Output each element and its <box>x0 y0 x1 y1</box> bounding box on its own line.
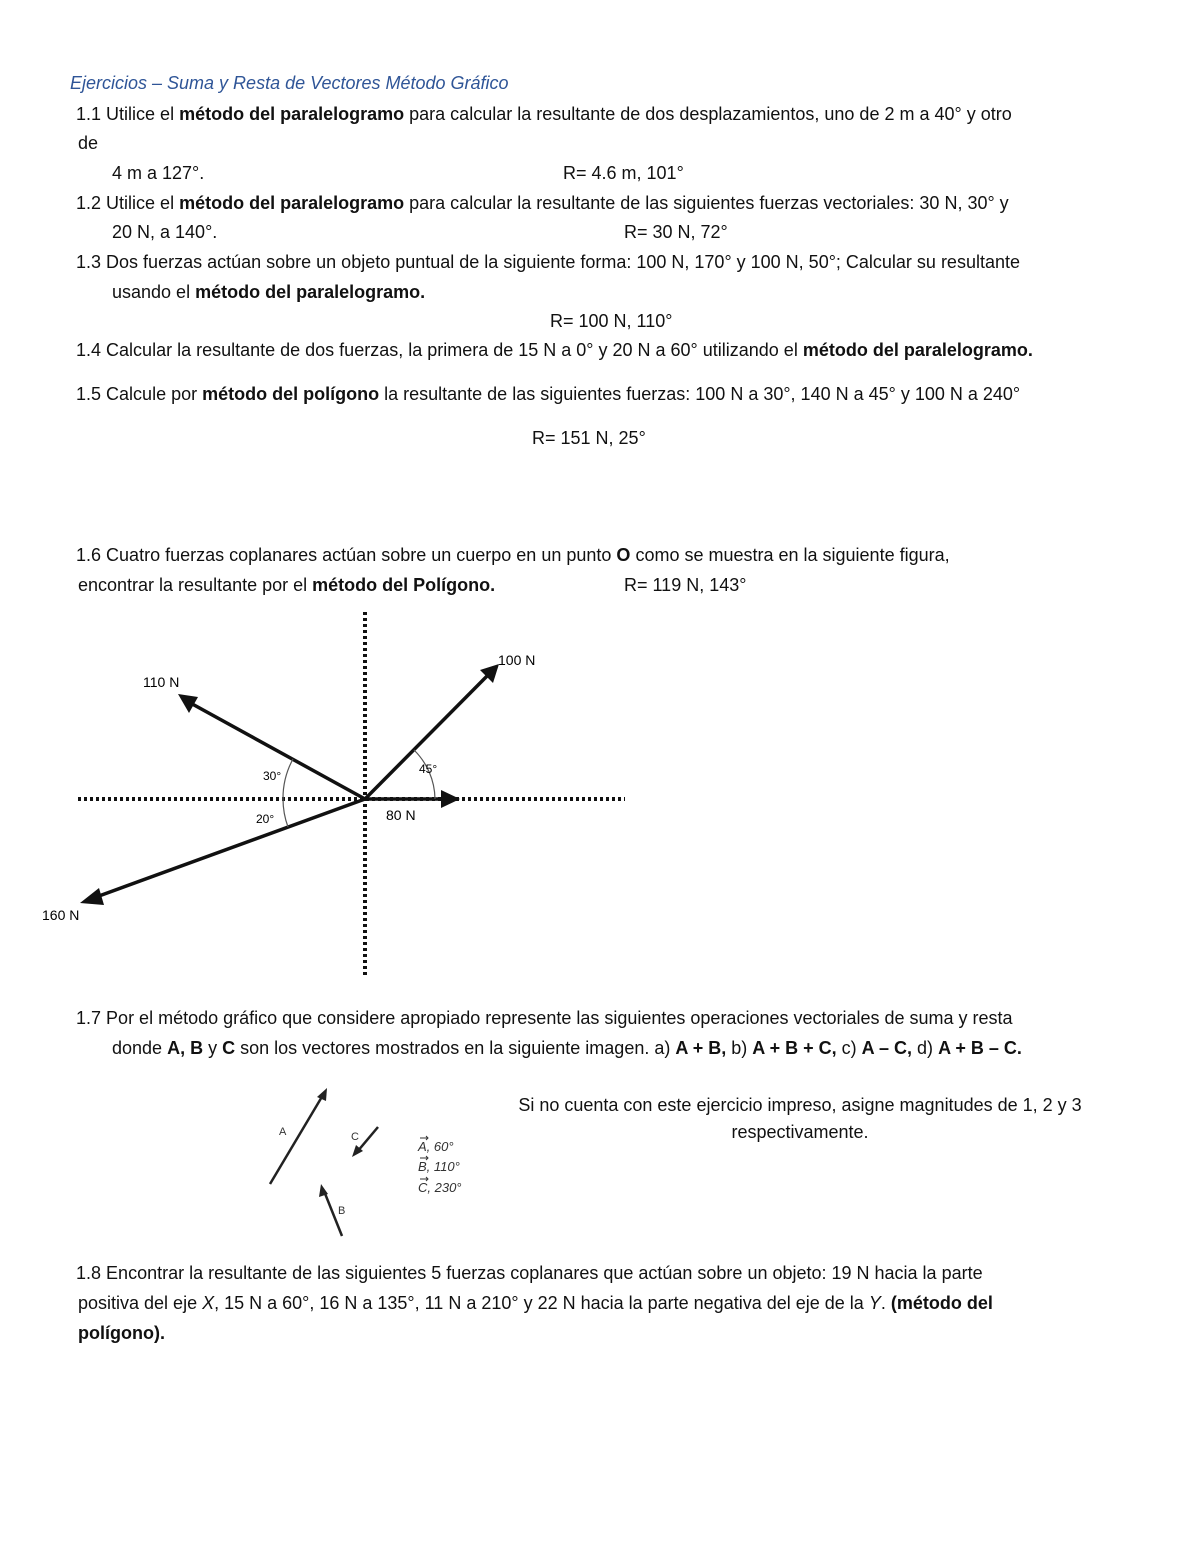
method-name: método del paralelogramo <box>179 104 405 124</box>
exercise-text: Calcular la resultante de dos fuerzas, la primera de 15 N a 0° y 20 N a 60° utilizando el <box>106 340 798 360</box>
exercise-number: 1.6 <box>76 545 102 565</box>
answer-1-3: R= 100 N, 110° <box>550 311 673 331</box>
page-title: Ejercicios – Suma y Resta de Vectores Método Gráfico <box>70 73 509 93</box>
exercise-text: son los vectores mostrados en la siguiente imagen. a) <box>240 1038 671 1058</box>
label-c: C <box>351 1131 359 1143</box>
label-160n: 160 N <box>42 907 80 923</box>
exercise-number: 1.1 <box>76 104 102 124</box>
method-name: método del paralelogramo. <box>802 340 1033 360</box>
exercise-number: 1.5 <box>76 384 102 404</box>
exercise-1-8 <box>76 1261 983 1285</box>
arrowhead-160-icon <box>80 888 104 905</box>
exercise-text: Por el método gráfico que considere apropiado represente las siguientes operaciones vectoriales de suma y resta <box>106 1008 1013 1028</box>
label-80n: 80 N <box>386 807 416 823</box>
force-100-arrow <box>365 668 495 799</box>
exercise-text: usando el <box>112 282 191 302</box>
angle-20-label: 20° <box>256 812 275 826</box>
exercise-1-2 <box>76 191 1009 215</box>
exercise-text: y <box>208 1038 218 1058</box>
force-110-arrow <box>185 700 365 799</box>
angle-arc-20 <box>283 799 288 827</box>
exercise-text: b) <box>731 1038 748 1058</box>
vector-c-arrow <box>357 1127 378 1152</box>
method-name: método del Polígono. <box>312 575 496 595</box>
exercise-1-1 <box>76 102 1012 126</box>
exercise-text: como se muestra en la siguiente figura, <box>635 545 950 565</box>
label-a: A <box>279 1126 287 1138</box>
exercise-text: Encontrar la resultante de las siguientes 5 fuerzas coplanares que actúan sobre un objeto: 19 N hacia la parte <box>106 1263 983 1283</box>
axis-y-label: Y <box>868 1293 881 1313</box>
exercise-1-4 <box>76 338 1033 362</box>
vectors-figure <box>240 1075 490 1250</box>
exercise-1-1-cont2: 4 m a 127°. <box>112 163 205 183</box>
exercise-1-1-cont: de <box>78 133 99 153</box>
exercise-text: Dos fuerzas actúan sobre un objeto puntual de la siguiente forma: 100 N, 170° y 100 N, 50°; Calcular su resultante <box>106 252 1020 272</box>
arrowhead-80-icon <box>441 790 460 808</box>
answer-1-2: R= 30 N, 72° <box>624 222 728 242</box>
exercise-1-6-cont <box>78 573 495 597</box>
exercise-text: Utilice el <box>106 193 175 213</box>
exercise-text: c) <box>841 1038 857 1058</box>
exercise-number: 1.8 <box>76 1263 102 1283</box>
exercise-number: 1.2 <box>76 193 102 213</box>
vector-names: A, B <box>167 1038 204 1058</box>
arrowhead-110-icon <box>178 694 198 713</box>
exercise-1-8-cont <box>78 1291 993 1315</box>
force-diagram <box>0 600 680 990</box>
label-100n: 100 N <box>498 652 536 668</box>
label-b: B <box>338 1205 346 1217</box>
exercise-1-2-cont: 20 N, a 140°. <box>112 222 218 242</box>
exercise-text: Cuatro fuerzas coplanares actúan sobre un cuerpo en un punto <box>106 545 612 565</box>
force-160-arrow <box>88 799 365 900</box>
exercise-number: 1.3 <box>76 252 102 272</box>
method-name: método del polígono <box>202 384 380 404</box>
operation-a: A + B, <box>675 1038 727 1058</box>
exercise-1-3 <box>76 250 1020 274</box>
exercise-text: Calcule por <box>106 384 198 404</box>
legend-a: A, 60° <box>418 1139 454 1154</box>
exercise-text: Utilice el <box>106 104 175 124</box>
method-name: (método del <box>890 1293 993 1313</box>
exercise-text: para calcular la resultante de las siguientes fuerzas vectoriales: 30 N, 30° y <box>409 193 1009 213</box>
note-line-2: respectivamente. <box>731 1122 869 1142</box>
answer-1-5: R= 151 N, 25° <box>532 428 646 448</box>
label-110n: 110 N <box>143 674 180 690</box>
method-name: método del paralelogramo. <box>195 282 426 302</box>
arrowhead-a-icon <box>317 1088 327 1101</box>
method-name: método del paralelogramo <box>179 193 405 213</box>
note-line-1: Si no cuenta con este ejercicio impreso, asigne magnitudes de 1, 2 y 3 <box>518 1095 1082 1115</box>
exercise-1-8-cont2 <box>78 1321 165 1345</box>
angle-45-label: 45° <box>419 762 438 776</box>
exercise-number: 1.4 <box>76 340 102 360</box>
exercise-text: donde <box>112 1038 163 1058</box>
exercise-text: la resultante de las siguientes fuerzas: 100 N a 30°, 140 N a 45° y 100 N a 240° <box>384 384 1021 404</box>
operation-b: A + B + C, <box>752 1038 837 1058</box>
exercise-text: d) <box>917 1038 934 1058</box>
operation-c: A – C, <box>861 1038 913 1058</box>
vector-names: C <box>222 1038 236 1058</box>
exercise-text: encontrar la resultante por el <box>78 575 308 595</box>
exercise-1-7 <box>76 1006 1013 1030</box>
point-label: O <box>616 545 631 565</box>
legend-b: B, 110° <box>418 1159 460 1174</box>
exercise-text: positiva del eje <box>78 1293 198 1313</box>
operation-d: A + B – C. <box>938 1038 1022 1058</box>
exercise-text: , 15 N a 60°, 16 N a 135°, 11 N a 210° y 22 N hacia la parte negativa del eje de la <box>214 1293 864 1313</box>
exercise-1-6 <box>76 543 950 567</box>
axis-x-label: X <box>202 1293 215 1313</box>
exercise-1-3-cont <box>112 280 425 304</box>
exercise-1-7-cont <box>112 1036 1022 1060</box>
angle-arc-30 <box>283 759 293 799</box>
vector-a-arrow <box>270 1095 323 1184</box>
method-name: polígono). <box>78 1323 165 1343</box>
exercise-text: para calcular la resultante de dos desplazamientos, uno de 2 m a 40° y otro <box>409 104 1012 124</box>
legend-c: C, 230° <box>418 1180 462 1195</box>
answer-1-6: R= 119 N, 143° <box>624 575 747 595</box>
exercise-text: . <box>880 1293 886 1313</box>
exercise-number: 1.7 <box>76 1008 102 1028</box>
angle-30-label: 30° <box>263 769 282 783</box>
exercise-1-5 <box>76 382 1020 406</box>
answer-1-1: R= 4.6 m, 101° <box>563 163 684 183</box>
